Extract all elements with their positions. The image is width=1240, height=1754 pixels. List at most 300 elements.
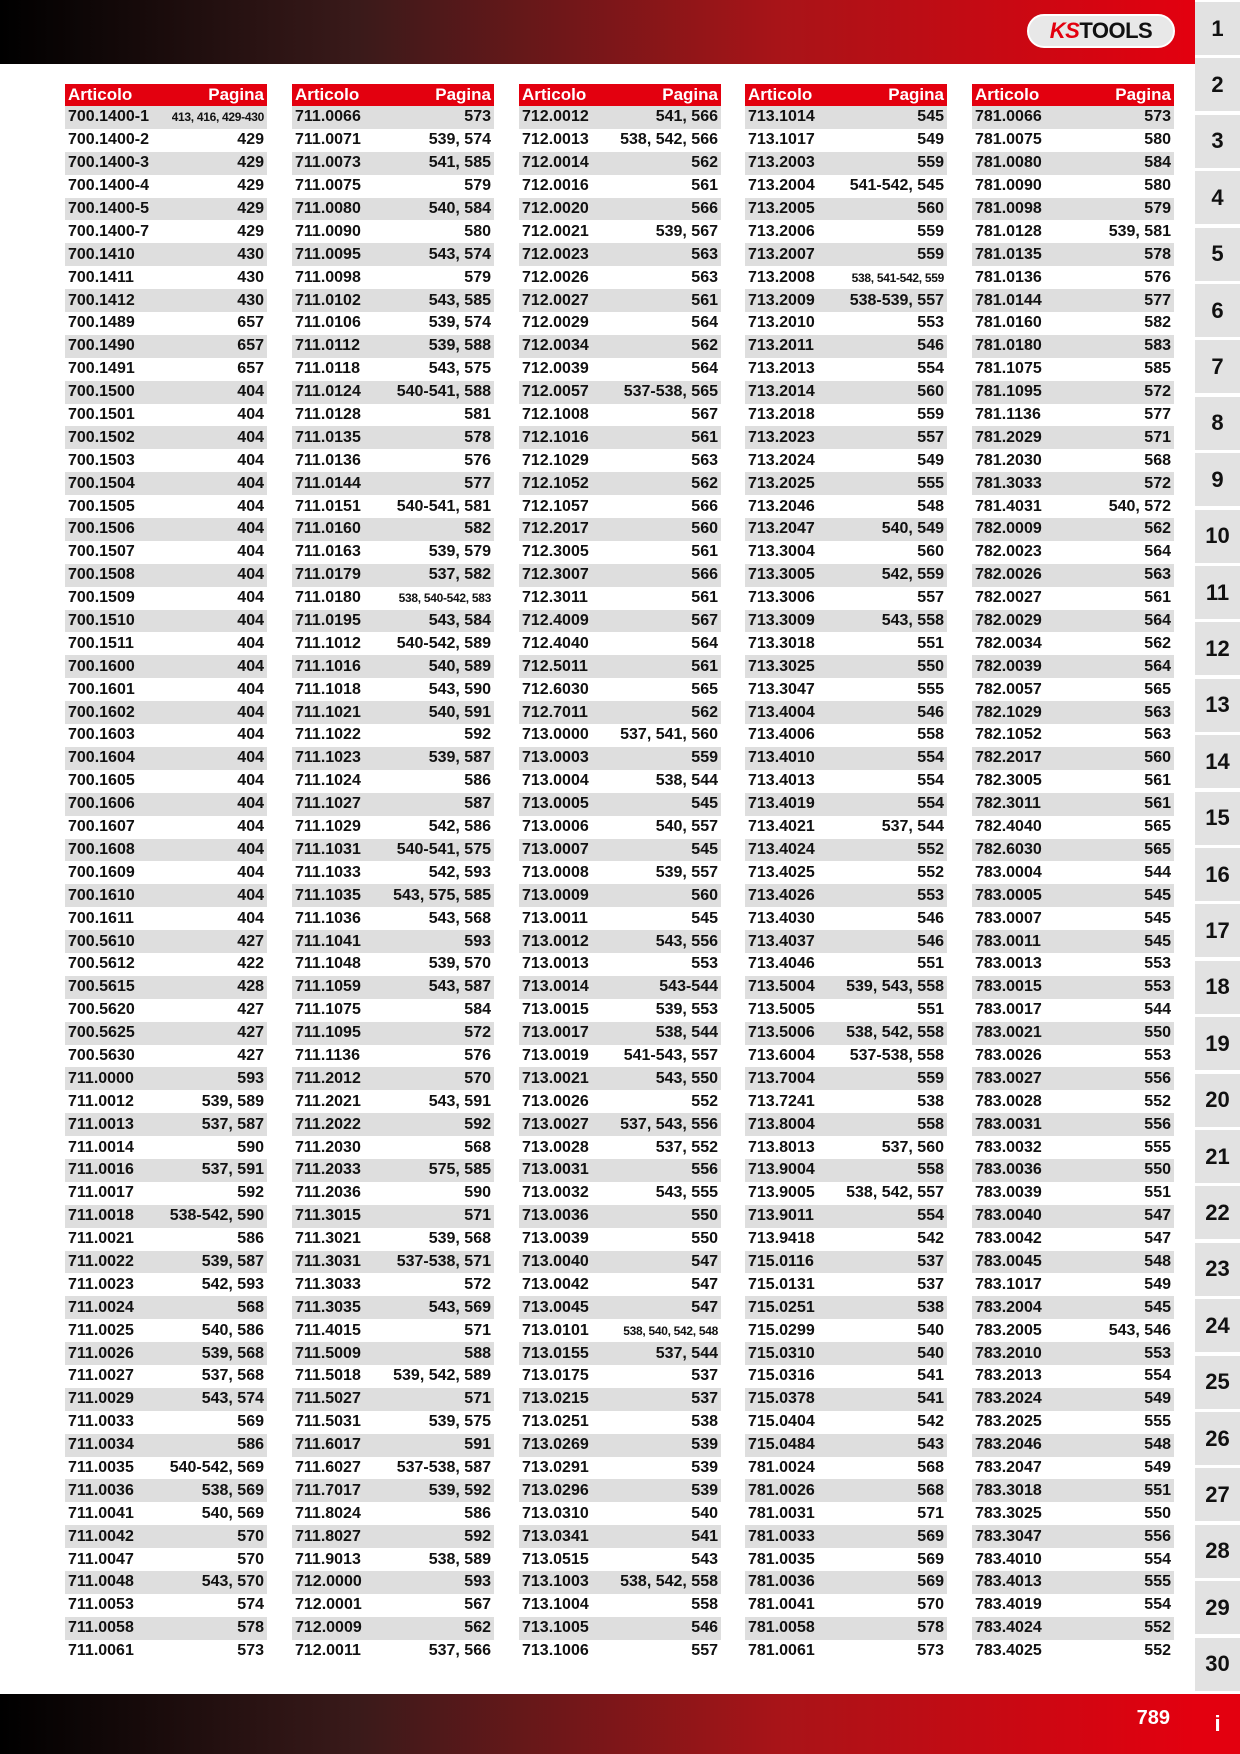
table-row [519, 1457, 721, 1480]
table-row [519, 564, 721, 587]
table-row [519, 289, 721, 312]
table-row [519, 1525, 721, 1548]
chapter-tab-30[interactable]: 30 [1195, 1638, 1240, 1691]
page-reference: 562 [691, 337, 718, 355]
table-row [972, 564, 1174, 587]
table-row [745, 701, 947, 724]
chapter-tab-7[interactable]: 7 [1195, 340, 1240, 393]
article-number: 712.3007 [522, 566, 589, 584]
article-number: 711.0047 [68, 1550, 134, 1568]
table-row [292, 999, 494, 1022]
page-reference: 549 [917, 131, 944, 149]
article-number: 781.0180 [975, 337, 1042, 355]
table-row [972, 1411, 1174, 1434]
article-number: 711.5027 [295, 1390, 361, 1408]
article-number: 713.2010 [748, 314, 815, 332]
article-number: 783.0032 [975, 1138, 1042, 1156]
article-number: 783.0031 [975, 1115, 1042, 1133]
page-reference: 538, 542, 558 [846, 1024, 944, 1042]
page-reference: 404 [237, 703, 264, 721]
page-reference: 562 [691, 154, 718, 172]
article-number: 700.1606 [68, 795, 135, 813]
page-reference: 537, 544 [881, 818, 944, 836]
page-reference: 564 [691, 314, 718, 332]
article-number: 715.0116 [748, 1252, 814, 1270]
chapter-tab-2[interactable]: 2 [1195, 58, 1240, 111]
page-reference: 567 [691, 612, 718, 630]
article-number: 700.1605 [68, 772, 135, 790]
table-row [745, 426, 947, 449]
index-column-5 [972, 84, 1174, 1663]
article-number: 711.0090 [295, 222, 361, 240]
article-number: 781.0061 [748, 1642, 815, 1660]
article-number: 700.1506 [68, 520, 135, 538]
table-row [65, 861, 267, 884]
article-number: 711.0027 [68, 1367, 134, 1385]
page-reference: 565 [1144, 840, 1171, 858]
article-number: 713.9004 [748, 1161, 815, 1179]
chapter-tab-8[interactable]: 8 [1195, 397, 1240, 450]
article-number: 713.0014 [522, 978, 589, 996]
table-row [292, 976, 494, 999]
article-number: 711.1041 [295, 932, 361, 950]
article-number: 713.0015 [522, 1001, 589, 1019]
article-number: 712.1029 [522, 451, 589, 469]
page-reference: 572 [464, 1024, 491, 1042]
table-row [519, 1319, 721, 1342]
table-row [972, 1045, 1174, 1068]
table-row [972, 701, 1174, 724]
page-reference: 404 [237, 566, 264, 584]
page-reference: 572 [464, 1275, 491, 1293]
article-number: 713.2018 [748, 406, 815, 424]
chapter-tab-20[interactable]: 20 [1195, 1074, 1240, 1127]
page-reference: 592 [464, 726, 491, 744]
table-row [972, 1525, 1174, 1548]
article-number: 783.0011 [975, 932, 1041, 950]
article-number: 700.1505 [68, 497, 135, 515]
article-number: 713.4021 [748, 818, 815, 836]
table-row [519, 770, 721, 793]
table-row [519, 678, 721, 701]
page-reference: 553 [1144, 955, 1171, 973]
page-reference: 429 [237, 154, 264, 172]
article-number: 711.0066 [295, 108, 361, 126]
article-number: 713.4024 [748, 840, 815, 858]
article-number: 712.0000 [295, 1573, 362, 1591]
table-row [972, 518, 1174, 541]
table-row [292, 1136, 494, 1159]
chapter-tab-29[interactable]: 29 [1195, 1581, 1240, 1634]
table-row [292, 129, 494, 152]
page-reference: 576 [464, 451, 491, 469]
chapter-tab-23[interactable]: 23 [1195, 1243, 1240, 1296]
page-reference: 557 [917, 428, 944, 446]
page-reference: 570 [464, 1069, 491, 1087]
table-row [292, 1113, 494, 1136]
table-row [65, 449, 267, 472]
table-row [972, 907, 1174, 930]
page-reference: 540-541, 588 [396, 383, 491, 401]
page-reference: 540, 572 [1108, 497, 1171, 515]
article-number: 713.4013 [748, 772, 815, 790]
article-number: 712.0029 [522, 314, 589, 332]
table-row [972, 220, 1174, 243]
page-reference: 554 [1144, 1550, 1171, 1568]
table-row [519, 1365, 721, 1388]
table-row [745, 243, 947, 266]
article-number: 783.0007 [975, 909, 1042, 927]
table-row [972, 1319, 1174, 1342]
article-number: 713.0039 [522, 1230, 589, 1248]
article-number: 783.2025 [975, 1413, 1042, 1431]
article-number: 712.7011 [522, 703, 588, 721]
article-number: 711.0124 [295, 383, 361, 401]
article-number: 782.0034 [975, 634, 1042, 652]
article-number: 700.5620 [68, 1001, 135, 1019]
page-reference: 552 [1144, 1642, 1171, 1660]
page-reference: 542, 593 [201, 1275, 264, 1293]
table-row [519, 930, 721, 953]
article-number: 711.0013 [68, 1115, 134, 1133]
chapter-tab-27[interactable]: 27 [1195, 1468, 1240, 1521]
article-number: 783.0042 [975, 1230, 1042, 1248]
table-row [292, 1319, 494, 1342]
table-row [65, 793, 267, 816]
page-reference: 578 [237, 1619, 264, 1637]
article-number: 712.1057 [522, 497, 589, 515]
table-row [745, 198, 947, 221]
article-number: 711.3035 [295, 1298, 361, 1316]
article-number: 712.0012 [522, 108, 589, 126]
article-number: 711.0034 [68, 1436, 134, 1454]
table-row [745, 1434, 947, 1457]
page-reference: 542, 586 [428, 818, 491, 836]
table-row [972, 106, 1174, 129]
chapter-tab-17[interactable]: 17 [1195, 904, 1240, 957]
page-reference: 551 [917, 1001, 944, 1019]
page-reference: 427 [237, 1046, 264, 1064]
table-row [972, 976, 1174, 999]
article-number: 783.0039 [975, 1184, 1042, 1202]
table-row [519, 884, 721, 907]
table-row [519, 1067, 721, 1090]
table-row [519, 1251, 721, 1274]
article-number: 712.0057 [522, 383, 589, 401]
page-reference: 543 [917, 1436, 944, 1454]
chapter-tab-28[interactable]: 28 [1195, 1525, 1240, 1578]
article-number: 782.0039 [975, 657, 1042, 675]
article-number: 711.3015 [295, 1207, 361, 1225]
page-reference: 538, 542, 558 [620, 1573, 718, 1591]
header-articolo: Articolo [522, 85, 587, 104]
article-number: 700.1607 [68, 818, 135, 836]
table-row [745, 289, 947, 312]
article-number: 783.0027 [975, 1069, 1042, 1087]
table-row [519, 518, 721, 541]
table-row [292, 518, 494, 541]
table-row [65, 1617, 267, 1640]
chapter-tab-5[interactable]: 5 [1195, 228, 1240, 281]
table-row [972, 289, 1174, 312]
table-row [65, 266, 267, 289]
page-reference: 563 [691, 245, 718, 263]
table-row [972, 266, 1174, 289]
article-number: 711.0102 [295, 291, 361, 309]
table-row [745, 1251, 947, 1274]
article-number: 711.1033 [295, 863, 361, 881]
page-reference: 539, 587 [201, 1252, 264, 1270]
table-row [292, 861, 494, 884]
table-row [745, 404, 947, 427]
page-reference: 569 [237, 1413, 264, 1431]
page-reference: 539, 587 [428, 749, 491, 767]
article-number: 783.2024 [975, 1390, 1042, 1408]
article-number: 711.0012 [68, 1092, 134, 1110]
page-reference: 554 [917, 749, 944, 767]
table-row [292, 610, 494, 633]
article-number: 712.0023 [522, 245, 589, 263]
table-row [292, 1159, 494, 1182]
page-reference: 539, 589 [201, 1092, 264, 1110]
table-row [972, 152, 1174, 175]
column-header [519, 84, 721, 106]
page-reference: 578 [464, 428, 491, 446]
header-pagina: Pagina [435, 85, 491, 104]
table-row [292, 541, 494, 564]
article-number: 713.4046 [748, 955, 815, 973]
article-number: 781.0144 [975, 291, 1042, 309]
page-reference: 556 [691, 1161, 718, 1179]
chapter-tab-10[interactable]: 10 [1195, 510, 1240, 563]
article-number: 781.2029 [975, 428, 1042, 446]
article-number: 712.4009 [522, 612, 589, 630]
header-articolo: Articolo [748, 85, 813, 104]
table-row [65, 1525, 267, 1548]
table-row [745, 152, 947, 175]
article-number: 712.0020 [522, 200, 589, 217]
article-number: 700.1503 [68, 451, 135, 469]
table-row [972, 1113, 1174, 1136]
chapter-tab-16[interactable]: 16 [1195, 848, 1240, 901]
article-number: 713.4004 [748, 703, 815, 721]
article-number: 711.0128 [295, 406, 361, 424]
table-row [972, 198, 1174, 221]
article-number: 700.1600 [68, 657, 135, 675]
table-row [292, 1251, 494, 1274]
page-reference: 538, 540, 542, 548 [623, 1323, 718, 1338]
page-reference: 542, 559 [881, 566, 944, 584]
chapter-tab-12[interactable]: 12 [1195, 622, 1240, 675]
table-row [519, 976, 721, 999]
article-number: 713.3025 [748, 657, 815, 675]
page-reference: 657 [237, 360, 264, 378]
table-row [292, 816, 494, 839]
table-row [65, 816, 267, 839]
page-reference: 538 [917, 1298, 944, 1316]
page-reference: 540-542, 589 [396, 634, 491, 652]
page-reference: 404 [237, 886, 264, 904]
column-header [972, 84, 1174, 106]
page-reference: 540-542, 569 [169, 1458, 264, 1476]
article-number: 713.2023 [748, 428, 815, 446]
chapter-tab-9[interactable]: 9 [1195, 453, 1240, 506]
page-reference: 537, 541, 560 [620, 726, 718, 744]
chapter-tab-19[interactable]: 19 [1195, 1017, 1240, 1070]
article-number: 782.3005 [975, 772, 1042, 790]
page-reference: 539, 567 [655, 222, 718, 240]
article-number: 712.0021 [522, 222, 589, 240]
article-number: 783.0015 [975, 978, 1042, 996]
article-number: 711.2012 [295, 1069, 361, 1087]
index-rows [972, 106, 1174, 1663]
page-reference: 563 [691, 451, 718, 469]
page-reference: 543-544 [659, 978, 718, 996]
table-row [745, 861, 947, 884]
article-number: 711.0023 [68, 1275, 134, 1293]
page-reference: 586 [464, 772, 491, 790]
page-reference: 404 [237, 795, 264, 813]
header-pagina: Pagina [1115, 85, 1171, 104]
chapter-tab-24[interactable]: 24 [1195, 1299, 1240, 1352]
chapter-tab-25[interactable]: 25 [1195, 1356, 1240, 1409]
article-number: 711.0160 [295, 520, 361, 538]
table-row [745, 1617, 947, 1640]
table-row [292, 953, 494, 976]
page-reference: 592 [237, 1184, 264, 1202]
chapter-tab-4[interactable]: 4 [1195, 171, 1240, 224]
page-reference: 404 [237, 863, 264, 881]
page-reference: 545 [691, 795, 718, 813]
article-number: 711.4015 [295, 1321, 361, 1339]
table-row [745, 655, 947, 678]
page-reference: 554 [1144, 1596, 1171, 1614]
page-reference: 568 [1144, 451, 1171, 469]
page-reference: 540, 591 [428, 703, 491, 721]
table-row [972, 1205, 1174, 1228]
article-number: 781.0058 [748, 1619, 815, 1637]
article-number: 712.0039 [522, 360, 589, 378]
chapter-tab-26[interactable]: 26 [1195, 1412, 1240, 1465]
page-reference: 566 [691, 566, 718, 584]
table-row [972, 587, 1174, 610]
table-row [519, 243, 721, 266]
table-row [292, 1022, 494, 1045]
article-number: 712.0026 [522, 268, 589, 286]
page-reference: 545 [691, 840, 718, 858]
table-row [65, 472, 267, 495]
article-number: 713.2004 [748, 177, 815, 195]
article-number: 781.1095 [975, 383, 1042, 401]
chapter-tab-3[interactable]: 3 [1195, 115, 1240, 168]
article-number: 781.1075 [975, 360, 1042, 378]
table-row [292, 426, 494, 449]
chapter-tab-11[interactable]: 11 [1195, 566, 1240, 619]
page-reference: 404 [237, 543, 264, 561]
article-number: 700.1510 [68, 612, 135, 630]
table-row [972, 335, 1174, 358]
article-number: 713.0008 [522, 863, 589, 881]
article-number: 711.0035 [68, 1458, 134, 1476]
page-reference: 565 [1144, 818, 1171, 836]
table-row [519, 449, 721, 472]
chapter-tab-18[interactable]: 18 [1195, 961, 1240, 1014]
article-number: 713.3005 [748, 566, 815, 584]
article-number: 711.1012 [295, 634, 361, 652]
table-row [292, 1182, 494, 1205]
table-row [745, 724, 947, 747]
page-reference: 590 [464, 1184, 491, 1202]
page-reference: 543, 587 [428, 978, 491, 996]
article-number: 700.5610 [68, 932, 135, 950]
table-row [519, 335, 721, 358]
chapter-tab-15[interactable]: 15 [1195, 792, 1240, 845]
table-row [745, 747, 947, 770]
article-number: 713.3009 [748, 612, 815, 630]
article-number: 783.3018 [975, 1481, 1042, 1499]
table-row [745, 1548, 947, 1571]
article-number: 711.0073 [295, 154, 361, 172]
page-reference: 404 [237, 451, 264, 469]
table-row [972, 1251, 1174, 1274]
chapter-tab-6[interactable]: 6 [1195, 284, 1240, 337]
article-number: 713.0026 [522, 1092, 589, 1110]
article-number: 713.0019 [522, 1046, 589, 1064]
table-row [745, 1457, 947, 1480]
chapter-tab-21[interactable]: 21 [1195, 1130, 1240, 1183]
table-row [972, 495, 1174, 518]
table-row [65, 312, 267, 335]
chapter-tab-22[interactable]: 22 [1195, 1186, 1240, 1239]
page-reference: 579 [464, 268, 491, 286]
article-number: 713.2007 [748, 245, 815, 263]
page-reference: 404 [237, 383, 264, 401]
page-reference: 571 [917, 1504, 944, 1522]
chapter-tab-1[interactable]: 1 [1195, 2, 1240, 55]
page-reference: 541, 566 [655, 108, 718, 126]
article-number: 711.0112 [295, 337, 360, 355]
article-number: 711.0195 [295, 612, 361, 630]
article-number: 713.2025 [748, 474, 815, 492]
table-row [65, 999, 267, 1022]
article-number: 712.1008 [522, 406, 589, 424]
table-row [65, 632, 267, 655]
info-tab[interactable]: i [1195, 1694, 1240, 1754]
article-number: 783.4025 [975, 1642, 1042, 1660]
table-row [65, 701, 267, 724]
article-number: 782.4040 [975, 818, 1042, 836]
article-number: 783.0040 [975, 1207, 1042, 1225]
page-reference: 540, 557 [655, 818, 718, 836]
table-row [972, 1273, 1174, 1296]
article-number: 783.2013 [975, 1367, 1042, 1385]
article-number: 700.5615 [68, 978, 135, 996]
table-row [292, 312, 494, 335]
page-reference: 427 [237, 1001, 264, 1019]
index-column-3 [519, 84, 721, 1663]
page-reference: 538, 542, 566 [620, 131, 718, 149]
page-reference: 569 [917, 1550, 944, 1568]
article-number: 711.0024 [68, 1298, 134, 1316]
table-row [292, 152, 494, 175]
chapter-tab-14[interactable]: 14 [1195, 735, 1240, 788]
article-number: 713.0028 [522, 1138, 589, 1156]
page-reference: 541 [691, 1527, 718, 1545]
page-reference: 563 [691, 268, 718, 286]
chapter-tab-13[interactable]: 13 [1195, 679, 1240, 732]
article-number: 713.2006 [748, 222, 815, 240]
page-reference: 543, 550 [655, 1069, 718, 1087]
